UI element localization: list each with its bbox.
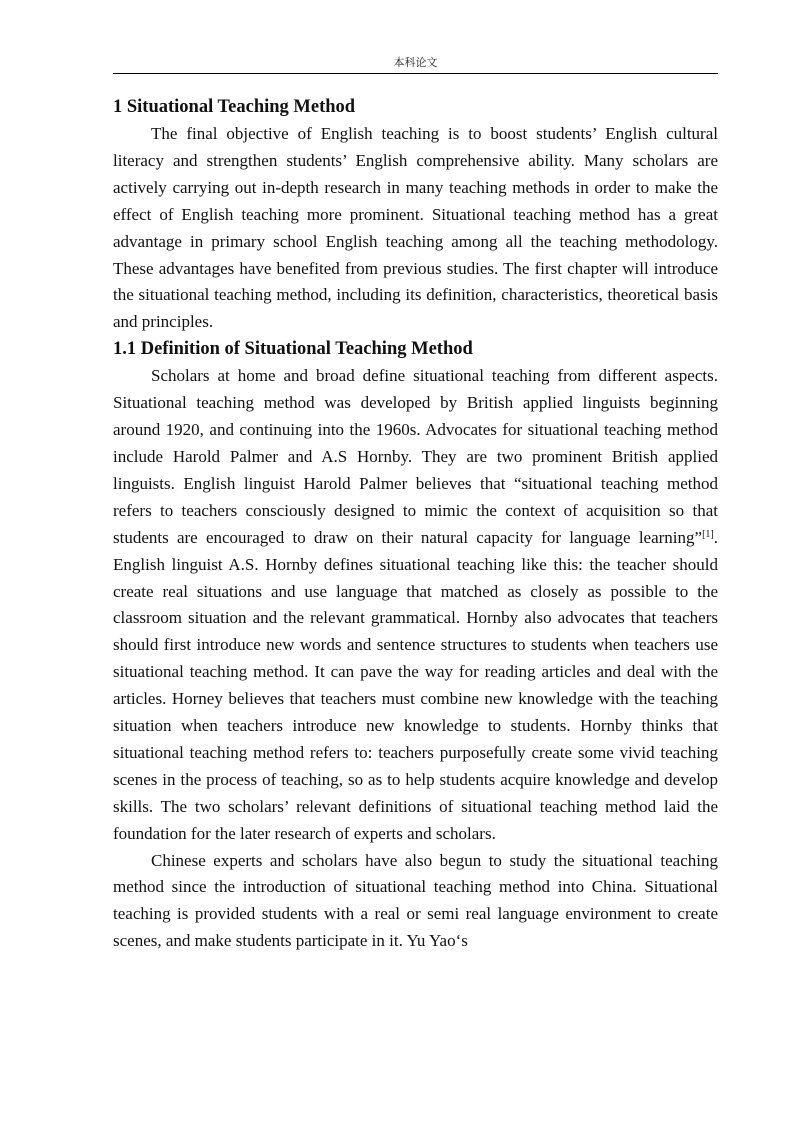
section-heading: 1 Situational Teaching Method bbox=[113, 97, 356, 117]
header-rule bbox=[113, 73, 718, 74]
chinese-scholars-paragraph: Chinese experts and scholars have also begun to study the situational teaching method since the introduction of situational teaching method into China. Situational teaching is provided students with a real or semi real language environment to create scenes, and make students participate in it. Yu Yao‘s bbox=[113, 850, 718, 951]
paragraph-text: Scholars at home and broad define situational teaching from different aspects. Situational teaching method was developed by British applied linguists beginning around 1920, and continuing into the 1960s. Advocates for situational teaching method include Harold Palmer and A.S Hornby. They are two prominent British applied linguists. English linguist Harold Palmer believes that “situational teaching method refers to teachers consciously designed to mimic the context of acquisition so that students are encouraged to draw on their natural capacity for language learning” bbox=[113, 366, 718, 547]
definition-paragraph bbox=[113, 363, 718, 847]
section-paragraph: The final objective of English teaching is to boost students’ English cultural literacy and strengthen students’ English comprehensive ability. Many scholars are actively carrying out in-depth research in many teaching methods in order to make the effect of English teaching more prominent. Situational teaching method has a great advantage in primary school English teaching among all the teaching methodology. These advantages have benefited from previous studies. The first chapter will introduce the situational teaching method, including its definition, characteristics, theoretical basis and principles. bbox=[113, 124, 718, 332]
page-body bbox=[113, 94, 718, 955]
citation-reference: [1] bbox=[702, 528, 714, 540]
running-header: 本科论文 bbox=[393, 57, 438, 69]
subsection-heading: 1.1 Definition of Situational Teaching Method bbox=[113, 339, 473, 360]
paragraph-text: . English linguist A.S. Hornby defines situational teaching like this: the teacher should create real situations and use language that matched as closely as possible to the classroom situation and the relevant grammatical. Hornby also advocates that teachers should first introduce new words and sentence structures to students when teachers use situational teaching method. It can pave the way for reading articles and deal with the articles. Horney believes that teachers must combine new knowledge with the teaching situation when teachers introduce new knowledge to students. Hornby thinks that situational teaching method refers to: teachers purposefully create some vivid teaching scenes in the process of teaching, so as to help students acquire knowledge and develop skills. The two scholars’ relevant definitions of situational teaching method laid the foundation for the later research of experts and scholars. bbox=[113, 527, 718, 843]
